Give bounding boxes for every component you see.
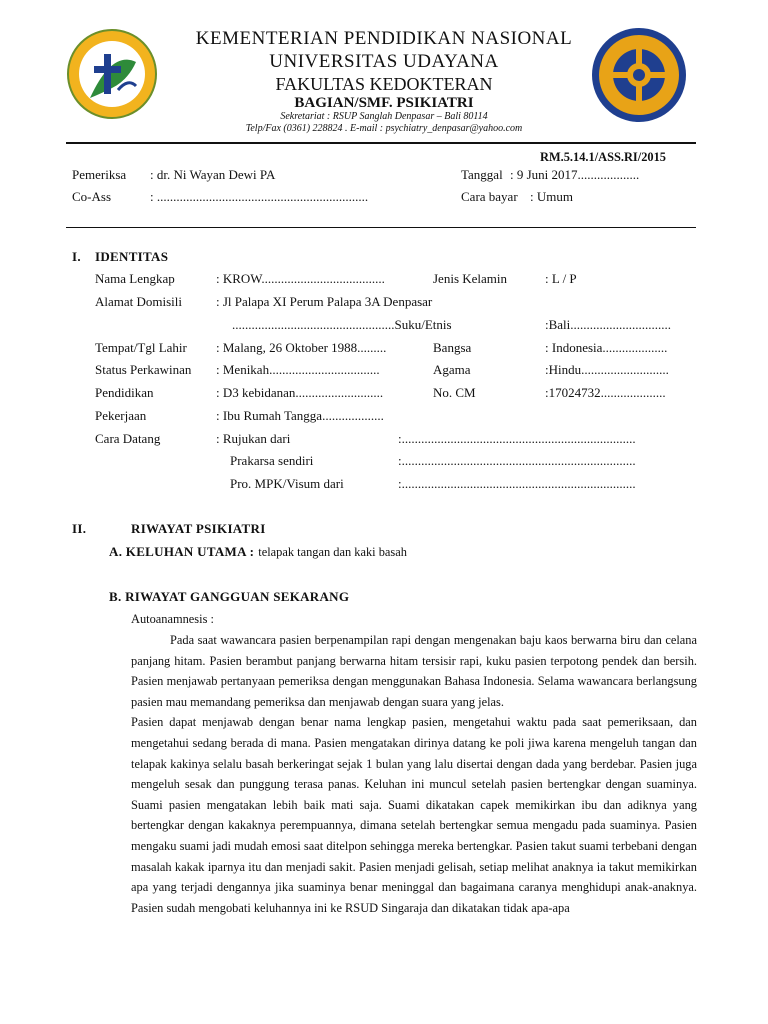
coass-label: Co-Ass [72, 189, 112, 204]
occupation-value: : Ibu Rumah Tangga................... [216, 408, 384, 423]
education-label: Pendidikan [95, 385, 154, 400]
document-code: RM.5.14.1/ASS.RI/2015 [540, 150, 666, 164]
payment-value: : Umum [530, 189, 573, 204]
chief-complaint-label: A. KELUHAN UTAMA : [109, 544, 255, 559]
birth-label: Tempat/Tgl Lahir [95, 340, 187, 355]
current-illness-heading: B. RIWAYAT GANGGUAN SEKARANG [109, 589, 350, 604]
examiner-value: : dr. Ni Wayan Dewi PA [150, 167, 276, 182]
full-name-label: Nama Lengkap [95, 271, 175, 286]
narrative-paragraph-2: Pasien dapat menjawab dengan benar nama lengkap pasien, mengetahui waktu pada saat pemeriksaan, dan mengetahui sedang berada di mana. Pasien mengatakan dirinya datang ke poli jiwa karena mengeluh tangan dan telapak kakinya selalu basah berkeringat sejak 1 bulan yang lalu disertai dengan dada yang berdebar. Pasien juga mengeluh sesak dan punggung terasa panas. Keluhan ini muncul setelah pasien bertengkar dengan suaminya. Suami pasien mengatakan lebih baik mati saja. Suami dikatakan capek memikirkan ibu dan adiknya yang bertengkar dengan kakaknya perempuannya, dimana setelah bertengkar semua mengadu pada suaminya. Pasien mengaku suami jadi mudah emosi saat ditelpon sehingga mereka bertengkar. Pasien takut suami terbebani dengan masalah kakak iparnya itu dan menjadi sakit. Pasien menjadi gelisah, setiap melihat anaknya ia takut memikirkan apa yang terjadi dengannya jika suaminya benar meninggal dan bagaimana caranya menghidupi anak-anaknya. Pasien sudah mengobati keluhannya ini ke RSUD Singaraja dan dikatakan tidak apa-apa [131, 715, 697, 915]
examiner-label: Pemeriksa [72, 167, 127, 182]
religion-value: :Hindu........................... [545, 362, 669, 377]
faculty-title: FAKULTAS KEDOKTERAN [275, 74, 493, 94]
religion-label: Agama [433, 362, 471, 377]
payment-label: Cara bayar [461, 189, 518, 204]
gender-label: Jenis Kelamin [433, 271, 508, 286]
self-initiative-value: :........................................................................ [398, 453, 636, 468]
identity-divider [66, 227, 696, 228]
medical-record-label: No. CM [433, 385, 476, 400]
coass-value: : ................................................................. [150, 189, 369, 204]
self-initiative-label: Prakarsa sendiri [230, 453, 314, 468]
history-narrative [131, 630, 697, 918]
address-label: Alamat Domisili [95, 294, 183, 309]
nation-value: : Indonesia.................... [545, 340, 668, 355]
secretariat-address: Sekretariat : RSUP Sanglah Denpasar – Bali 80114 [280, 111, 488, 122]
visum-label: Pro. MPK/Visum dari [230, 476, 344, 491]
referral-value: :........................................................................ [398, 431, 636, 446]
identity-section-title: IDENTITAS [95, 249, 169, 264]
university-title: UNIVERSITAS UDAYANA [269, 51, 499, 72]
visum-value: :........................................................................ [398, 476, 636, 491]
education-value: : D3 kebidanan........................... [216, 385, 384, 400]
marital-value: : Menikah.................................. [216, 362, 380, 377]
medical-record-value: :17024732.................... [545, 385, 666, 400]
identity-section-number: I. [72, 249, 81, 264]
history-section-title: RIWAYAT PSIKIATRI [131, 521, 266, 536]
ministry-title: KEMENTERIAN PENDIDIKAN NASIONAL [195, 28, 573, 49]
ethnicity-label: ..................................................Suku/Etnis [232, 317, 452, 332]
date-label: Tanggal [461, 167, 503, 182]
department-title: BAGIAN/SMF. PSIKIATRI [294, 95, 474, 111]
arrival-label: Cara Datang [95, 431, 161, 446]
chief-complaint [109, 543, 407, 561]
address-value: : Jl Palapa XI Perum Palapa 3A Denpasar [216, 294, 433, 309]
chief-complaint-value: telapak tangan dan kaki basah [258, 545, 407, 559]
contact-info: Telp/Fax (0361) 228824 . E-mail : psychiatry_denpasar@yahoo.com [245, 123, 523, 134]
header-divider [66, 142, 696, 144]
birth-value: : Malang, 26 Oktober 1988......... [216, 340, 387, 355]
marital-label: Status Perkawinan [95, 362, 192, 377]
gender-value: : L / P [545, 271, 577, 286]
ethnicity-value: :Bali............................... [545, 317, 672, 332]
history-section-number: II. [72, 521, 87, 536]
narrative-paragraph-1: Pada saat wawancara pasien berpenampilan rapi dengan mengenakan baju kaos berwarna biru dan celana panjang hitam. Pasien berambut panjang berwarna hitam tersisir rapi, kuku pasien terpotong pendek dan bersih. Pasien menjawab pertanyaan pemeriksa dengan menggunakan Bahasa Indonesia. Selama wawancara berlangsung pasien mau memandang pemeriksa dan menjawab dengan suara yang jelas. [131, 633, 697, 709]
date-value: : 9 Juni 2017................... [510, 167, 640, 182]
referral-label: : Rujukan dari [216, 431, 291, 446]
autoanamnesis-label: Autoanamnesis : [131, 612, 214, 626]
occupation-label: Pekerjaan [95, 408, 147, 423]
nation-label: Bangsa [433, 340, 472, 355]
full-name-value: : KROW...................................... [216, 271, 385, 286]
